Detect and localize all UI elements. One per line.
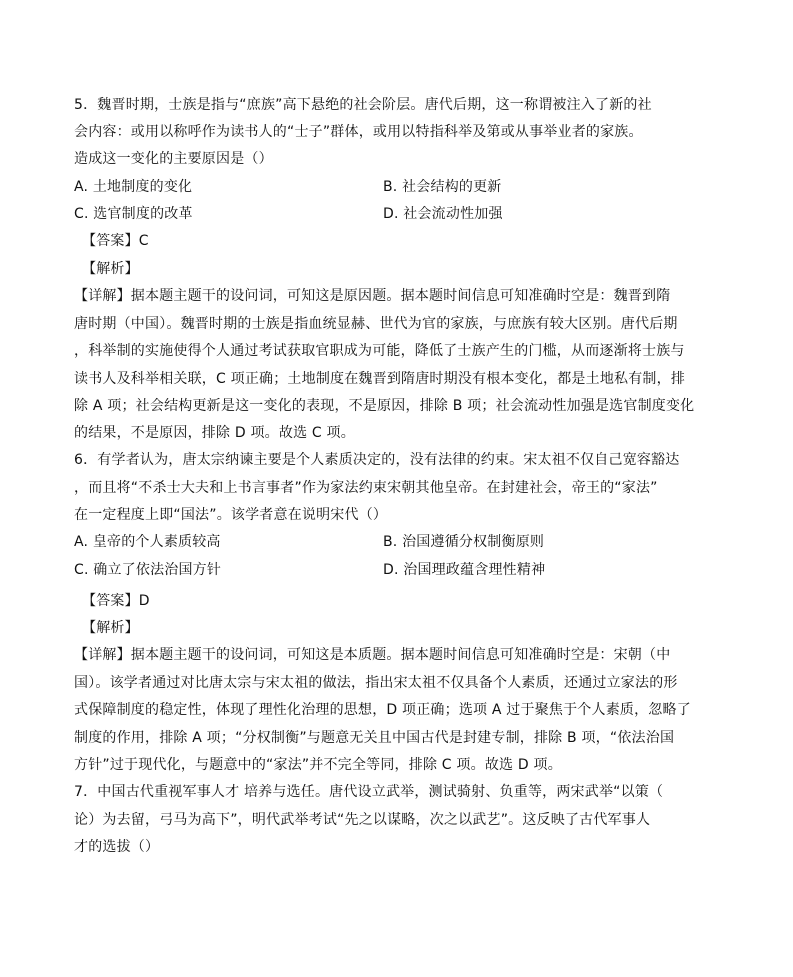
q5-option-c: C. 选官制度的改革 [74, 206, 193, 222]
q5-detail-line-6: 的结果，不是原因，排除 D 项。故选 C 项。 [74, 425, 355, 441]
q6-analysis-title: 【解析】 [82, 620, 139, 636]
q5-detail-line-2: 唐时期（中国）。魏晋时期的士族是指血统显赫、世代为官的家族，与庶族有较大区别。唐代后期 [74, 316, 678, 332]
q6-option-a: A. 皇帝的个人素质较高 [74, 534, 221, 550]
q5-option-b: B. 社会结构的更新 [383, 179, 502, 195]
q5-option-d: D. 社会流动性加强 [383, 206, 503, 222]
q5-detail-line-3: ，科举制的实施使得个人通过考试获取官职成为可能，降低了士族产生的门槛，从而逐渐将士族与 [74, 343, 685, 359]
q5-detail-line-1: 【详解】据本题主题干的设问词，可知这是原因题。据本题时间信息可知准确时空是：魏晋到隋 [74, 288, 671, 304]
q6-detail-line-4: 制度的作用，排除 A 项；“分权制衡”与题意无关且中国古代是封建专制，排除 B 项，“依法治国 [74, 730, 675, 746]
q6-option-c: C. 确立了依法治国方针 [74, 562, 222, 578]
q6-stem-line-3: 在一定程度上即“国法”。该学者意在说明宋代（） [74, 507, 388, 523]
q6-option-b: B. 治国遵循分权制衡原则 [383, 534, 545, 550]
q6-stem-line-1: 6．有学者认为，唐太宗纳谏主要是个人素质决定的，没有法律的约束。宋太祖不仅自己宽容豁达 [74, 452, 680, 468]
q6-detail-line-2: 国）。该学者通过对比唐太宗与宋太祖的做法，指出宋太祖不仅具备个人素质，还通过立家法的形 [74, 675, 678, 691]
q5-answer: 【答案】C [82, 233, 149, 249]
q6-stem-line-2: ，而且将“不杀士大夫和上书言事者”作为家法约束宋朝其他皇帝。在封建社会，帝王的“家法” [74, 480, 658, 496]
q7-stem-line-1: 7．中国古代重视军事人才 培养与选任。唐代设立武举，测试骑射、负重等，两宋武举“以策（ [74, 784, 664, 800]
q6-detail-line-3: 式保障制度的稳定性，体现了理性化治理的思想，D 项正确；选项 A 过于聚焦于个人素质，忽略了 [74, 702, 691, 718]
q6-detail-line-1: 【详解】据本题主题干的设问词，可知这是本质题。据本题时间信息可知准确时空是：宋朝（中 [74, 647, 671, 663]
q7-stem-line-2: 论）为去留，弓马为高下”，明代武举考试“先之以谋略，次之以武艺”。这反映了古代军事人 [74, 812, 651, 828]
q6-option-d: D. 治国理政蕴含理性精神 [383, 562, 546, 578]
q5-stem-line-1: 5．魏晋时期，士族是指与“庶族”高下悬绝的社会阶层。唐代后期，这一称谓被注入了新的社 [74, 97, 652, 113]
q5-detail-line-5: 除 A 项；社会结构更新是这一变化的表现，不是原因，排除 B 项；社会流动性加强是选官制度变化 [74, 398, 695, 414]
q6-detail-line-5: 方针”过于现代化，与题意中的“家法”并不完全等同，排除 C 项。故选 D 项。 [74, 757, 562, 773]
q5-analysis-title: 【解析】 [82, 261, 139, 277]
q7-stem-line-3: 才的选拔（） [74, 839, 160, 855]
q5-detail-line-4: 读书人及科举相关联，C 项正确；土地制度在魏晋到隋唐时期没有根本变化，都是土地私有制，排 [74, 371, 686, 387]
q6-answer: 【答案】D [82, 593, 150, 609]
q5-stem-line-3: 造成这一变化的主要原因是（） [74, 151, 273, 167]
q5-option-a: A. 土地制度的变化 [74, 179, 193, 195]
q5-stem-line-2: 会内容：或用以称呼作为读书人的“士子”群体，或用以特指科举及第或从事举业者的家族。 [74, 124, 643, 140]
